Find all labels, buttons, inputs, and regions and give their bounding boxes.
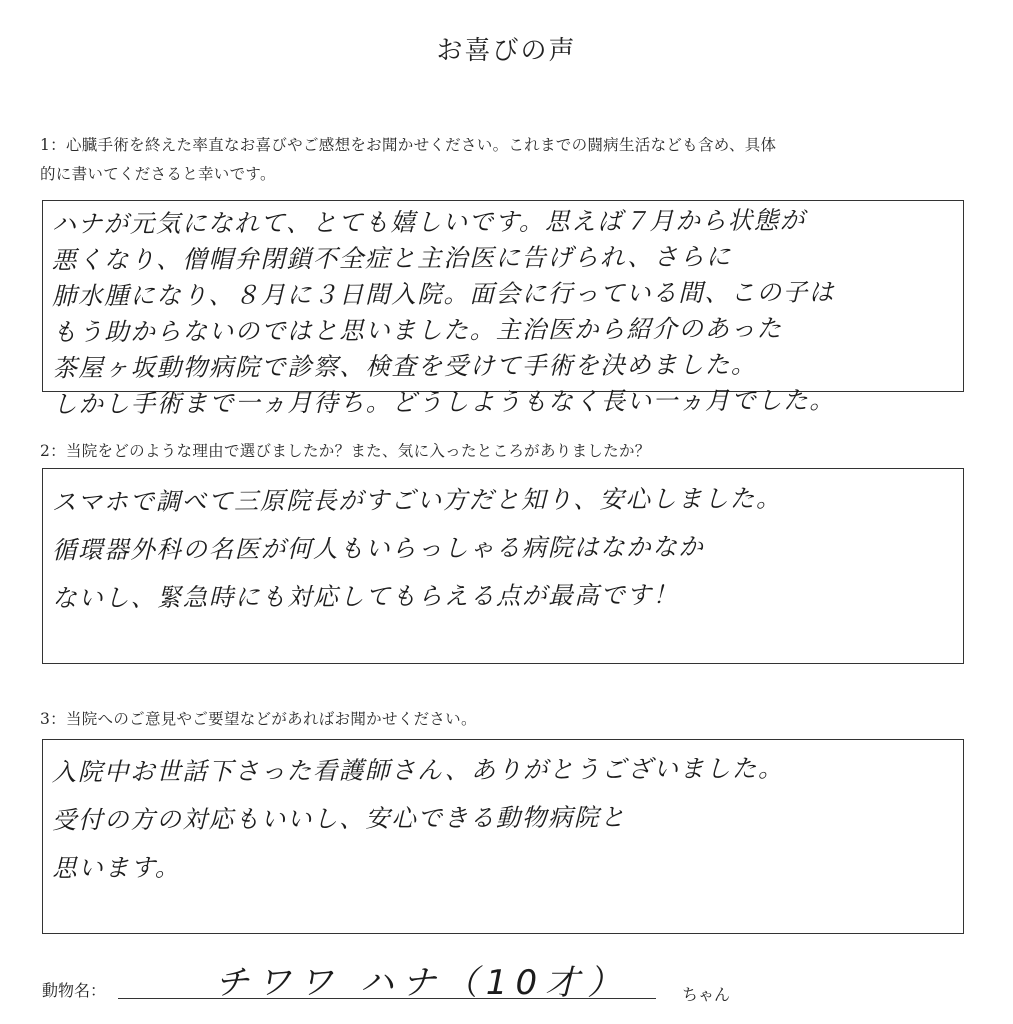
question-2 [40,437,980,466]
pet-name-label: 動物名： [42,981,107,1000]
question-1-line-1: 1：心臓手術を終えた率直なお喜びやご感想をお聞かせください。これまでの闘病生活なども含め、具体 [40,136,777,154]
answer-1-line: 悪くなり、僧帽弁閉鎖不全症と主治医に告げられ、さらに [51,241,732,275]
answer-3-line: 思います。 [52,852,181,883]
answer-1-line: ハナが元気になれて、とても嬉しいです。思えば７月から状態が [51,205,807,239]
question-3-text: 3：当院へのご意見やご要望などがあればお聞かせください。 [40,710,477,728]
answer-1 [51,202,987,423]
question-1-line-2: 的に書いてくださると幸いです。 [40,165,276,183]
pet-name-suffix: ちゃん [682,985,731,1004]
question-1 [40,131,980,189]
answer-3-line: 受付の方の対応もいいし、安心できる動物病院と [51,802,627,835]
answer-1-line: もう助からないのではと思いました。主治医から紹介のあった [52,313,783,347]
answer-1-line: しかし手術まで一ヵ月待ち。どうしようもなく長い一ヵ月でした。 [52,385,836,419]
answer-2-line: ないし、緊急時にも対応してもらえる点が最高です！ [52,580,679,613]
answer-2 [52,474,988,623]
question-3 [40,705,980,734]
answer-2-line: 循環器外科の名医が何人もいらっしゃる病院はなかなか [51,532,705,565]
page-title: お喜びの声 [436,36,577,66]
answer-2-line: スマホで調べて三原院長がすごい方だと知り、安心しました。 [51,483,783,517]
answer-1-line: 肺水腫になり、８月に３日間入院。面会に行っている間、この子は [51,277,835,311]
answer-3 [52,744,988,893]
answer-1-line: 茶屋ヶ坂動物病院で診察、検査を受けて手術を決めました。 [52,349,758,383]
answer-3-line: 入院中お世話下さった看護師さん、ありがとうございました。 [51,753,785,787]
question-2-text: 2：当院をどのような理由で選びましたか？また、気に入ったところがありましたか？ [40,442,651,460]
pet-name-value: チワワ ハナ（10才） [215,963,630,1003]
